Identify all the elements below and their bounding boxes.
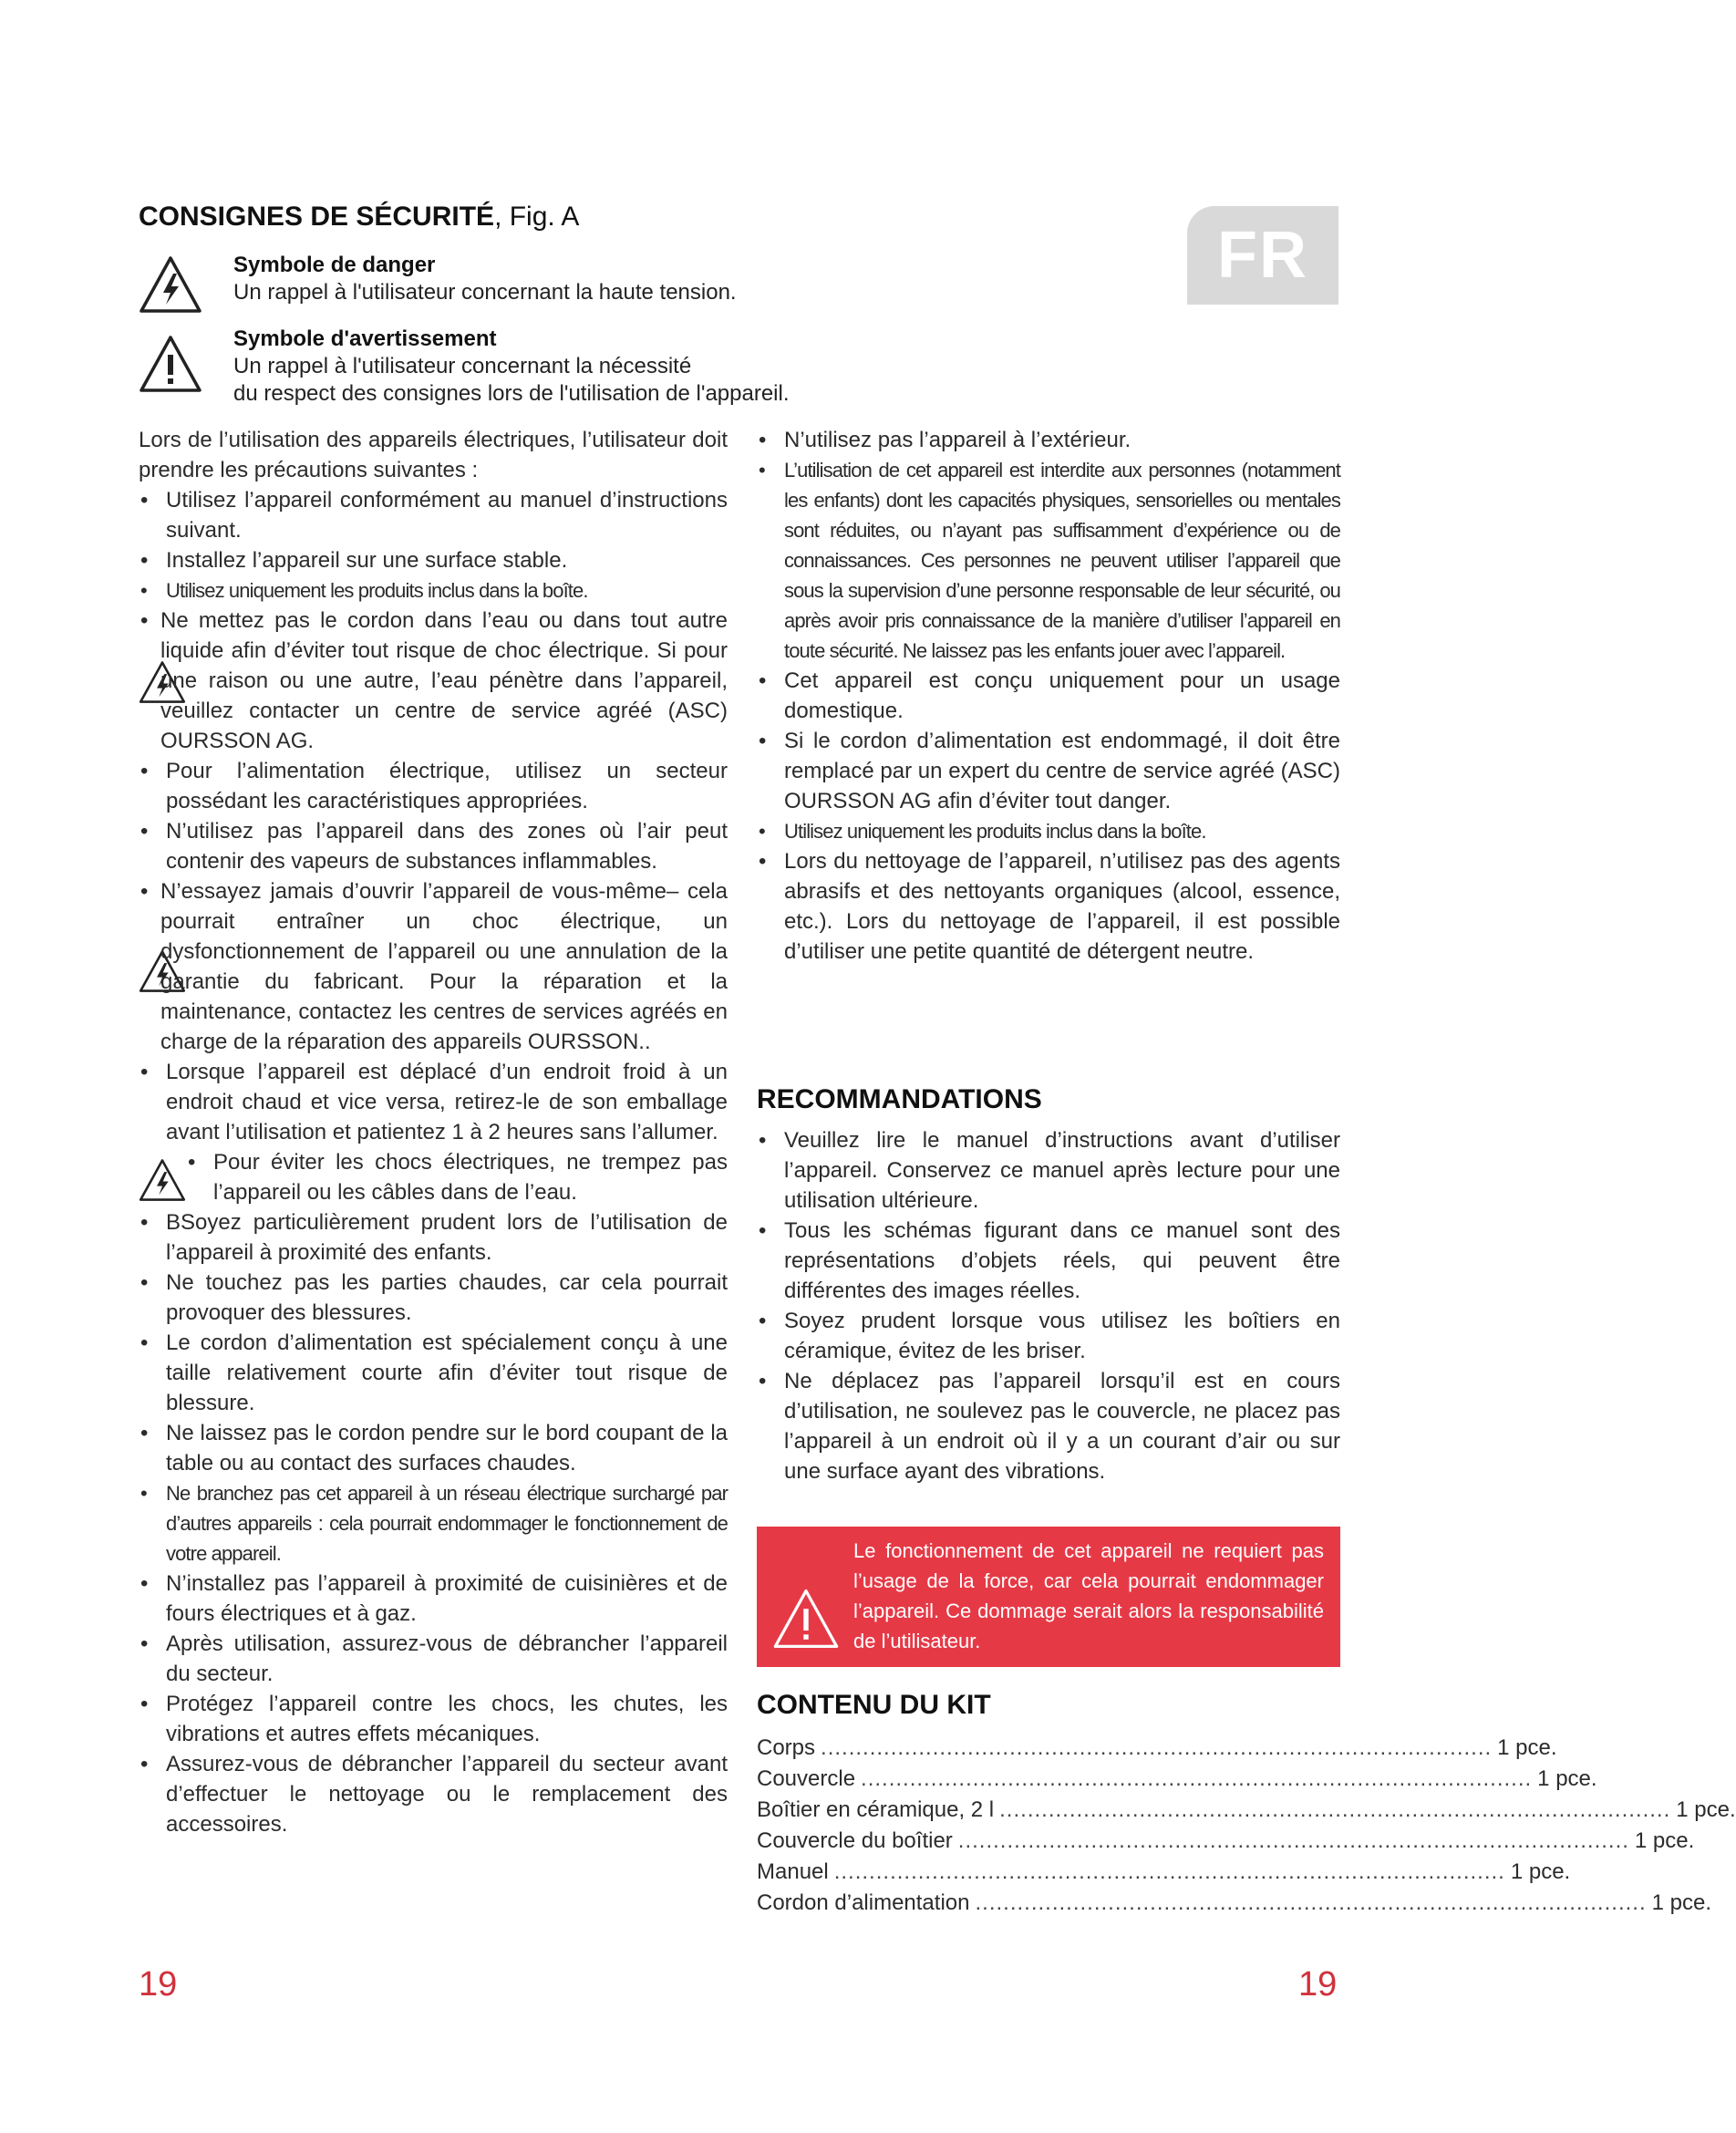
- kit-contents-list: [757, 1733, 1736, 1919]
- kit-contents-title: CONTENU DU KIT: [757, 1690, 991, 1720]
- kit-contents-section: [757, 1689, 1736, 1919]
- leader-dots: ................................................................................................: [821, 1735, 1493, 1760]
- kit-item: [757, 1826, 1695, 1857]
- exclamation-warning-icon: [771, 1587, 841, 1651]
- warning-symbol-text-2: du respect des consignes lors de l'utilisation de l'appareil.: [233, 381, 790, 406]
- kit-item: [757, 1764, 1597, 1795]
- list-item: • Pour éviter les chocs électriques, ne trempez pas l’appareil ou les câbles dans de l’eau.: [186, 1147, 728, 1207]
- caution-note-box: [757, 1527, 1340, 1667]
- kit-item-label: Boîtier en céramique, 2 l: [757, 1797, 995, 1822]
- kit-item-label: Manuel: [757, 1859, 829, 1884]
- list-item: • Ne branchez pas cet appareil à un réseau électrique surchargé par d’autres appareils : cela pourrait endommager le fonctionnement de votre appareil.: [139, 1478, 728, 1569]
- list-item: • Veuillez lire le manuel d’instructions avant d’utiliser l’appareil. Conservez ce manuel après lecture pour une utilisation ultérieure.: [757, 1125, 1340, 1216]
- kit-item-label: Corps: [757, 1735, 816, 1760]
- list-item: • Ne touchez pas les parties chaudes, car cela pourrait provoquer des blessures.: [139, 1268, 728, 1328]
- warning-symbol-title: Symbole d'avertissement: [233, 326, 497, 351]
- list-item: • Protégez l’appareil contre les chocs, les chutes, les vibrations et autres effets mécaniques.: [139, 1689, 728, 1749]
- recommandations-title: RECOMMANDATIONS: [757, 1084, 1042, 1114]
- kit-item-qty: 1 pce.: [1676, 1797, 1736, 1822]
- list-item: • N’essayez jamais d’ouvrir l’appareil de vous-même– cela pourrait entraîner un choc électrique, un dysfonctionnement de l’appareil ou une annulation de la garantie du fabricant. Pour la réparation et la maintenance, contactez les centres de services agréés en charge de la réparation des appareils OURSSON..: [139, 876, 728, 1057]
- page-number-right: 19: [1298, 1965, 1338, 2004]
- warning-block-open: [139, 876, 728, 1057]
- recommandations-list: [757, 1125, 1340, 1486]
- list-item: • L’utilisation de cet appareil est interdite aux personnes (notamment les enfants) dont les capacités physiques, sensorielles ou mentales sont réduites, ou n’ayant pas suffisamment d’expérience ou de connaissances. Ces personnes ne peuvent utiliser l’appareil que sous la supervision d’une personne responsable de leur sécurité, ou après avoir pris connaissance de la manière d’utiliser l’appareil en toute sécurité. Ne laissez pas les enfants jouer avec l’appareil.: [757, 455, 1340, 666]
- kit-item: [757, 1888, 1711, 1919]
- kit-item-qty: 1 pce.: [1634, 1828, 1695, 1853]
- kit-item-qty: 1 pce.: [1651, 1890, 1711, 1915]
- page-title-suffix: , Fig. A: [494, 202, 580, 232]
- kit-item-qty: 1 pce.: [1510, 1859, 1571, 1884]
- page-title: [139, 201, 579, 233]
- left-column: [139, 425, 728, 1839]
- kit-item-label: Couvercle: [757, 1766, 856, 1791]
- precautions-list-cont-3: [139, 1207, 728, 1839]
- kit-item-label: Cordon d’alimentation: [757, 1890, 970, 1915]
- intro-paragraph: Lors de l’utilisation des appareils électriques, l’utilisateur doit prendre les précautions suivantes :: [139, 428, 728, 482]
- leader-dots: ................................................................................................: [975, 1890, 1647, 1915]
- list-item: • Si le cordon d’alimentation est endommagé, il doit être remplacé par un expert du centre de service agréé (ASC) OURSSON AG afin d’éviter tout danger.: [757, 726, 1340, 816]
- warning-symbol-text-1: Un rappel à l'utilisateur concernant la nécessité: [233, 354, 692, 378]
- high-voltage-warning-icon: [139, 1158, 186, 1202]
- list-item: • Cet appareil est conçu uniquement pour un usage domestique.: [757, 666, 1340, 726]
- list-item: • Ne mettez pas le cordon dans l’eau ou dans tout autre liquide afin d’éviter tout risque de choc électrique. Si pour une raison ou une autre, l’eau pénètre dans l’appareil, veuillez contacter un centre de service agréé (ASC) OURSSON AG.: [139, 606, 728, 756]
- precautions-list-cont: [139, 756, 728, 876]
- kit-item: [757, 1733, 1557, 1764]
- danger-symbol-title: Symbole de danger: [233, 253, 436, 277]
- leader-dots: ................................................................................................: [999, 1797, 1671, 1822]
- list-item: • N’utilisez pas l’appareil à l’extérieur.: [757, 425, 1340, 455]
- right-column: [757, 425, 1340, 967]
- kit-item-qty: 1 pce.: [1497, 1735, 1557, 1760]
- warning-block-immerse: [139, 1147, 728, 1207]
- list-item: • Utilisez uniquement les produits inclus dans la boîte.: [139, 575, 728, 606]
- language-tab: FR: [1187, 206, 1338, 305]
- exclamation-warning-icon: [139, 335, 202, 393]
- danger-symbol-text: Un rappel à l'utilisateur concernant la haute tension.: [233, 280, 737, 305]
- page-number-left: 19: [139, 1965, 178, 2004]
- kit-item: [757, 1795, 1736, 1826]
- list-item: • Lorsque l’appareil est déplacé d’un endroit froid à un endroit chaud et vice versa, retirez-le de son emballage avant l’utilisation et patientez 1 à 2 heures sans l’allumer.: [139, 1057, 728, 1147]
- kit-item-qty: 1 pce.: [1537, 1766, 1597, 1791]
- list-item: • Tous les schémas figurant dans ce manuel sont des représentations d’objets réels, qui peuvent être différentes des images réelles.: [757, 1216, 1340, 1306]
- recommandations-section: [757, 1083, 1340, 1486]
- leader-dots: ................................................................................................: [833, 1859, 1505, 1884]
- kit-item: [757, 1857, 1571, 1888]
- list-item: • Utilisez l’appareil conformément au manuel d’instructions suivant.: [139, 485, 728, 545]
- warning-block-water: [139, 606, 728, 756]
- list-item: • Pour l’alimentation électrique, utilisez un secteur possédant les caractéristiques appropriées.: [139, 756, 728, 816]
- list-item: • Soyez prudent lorsque vous utilisez les boîtiers en céramique, évitez de les briser.: [757, 1306, 1340, 1366]
- list-item: • BSoyez particulièrement prudent lors de l’utilisation de l’appareil à proximité des enfants.: [139, 1207, 728, 1268]
- precautions-list: [139, 485, 728, 606]
- list-item: • Le cordon d’alimentation est spécialement conçu à une taille relativement courte afin d’éviter tout risque de blessure.: [139, 1328, 728, 1418]
- page-title-bold: CONSIGNES DE SÉCURITÉ: [139, 202, 495, 232]
- list-item: • Lors du nettoyage de l’appareil, n’utilisez pas des agents abrasifs et des nettoyants organiques (alcool, essence, etc.). Lors du nettoyage de l’appareil, il est possible d’utiliser une petite quantité de détergent neutre.: [757, 846, 1340, 967]
- list-item: • Ne laissez pas le cordon pendre sur le bord coupant de la table ou au contact des surfaces chaudes.: [139, 1418, 728, 1478]
- list-item: • Ne déplacez pas l’appareil lorsqu’il est en cours d’utilisation, ne soulevez pas le couvercle, ne placez pas l’appareil à un endroit où il y a un courant d’air ou sur une surface ayant des vibrations.: [757, 1366, 1340, 1486]
- leader-dots: ................................................................................................: [861, 1766, 1533, 1791]
- leader-dots: ................................................................................................: [957, 1828, 1629, 1853]
- precautions-list-right: [757, 425, 1340, 967]
- kit-item-label: Couvercle du boîtier: [757, 1828, 953, 1853]
- list-item: • Utilisez uniquement les produits inclus dans la boîte.: [757, 816, 1340, 846]
- list-item: • Assurez-vous de débrancher l’appareil du secteur avant d’effectuer le nettoyage ou le remplacement des accessoires.: [139, 1749, 728, 1839]
- high-voltage-warning-icon: [139, 255, 202, 314]
- precautions-list-cont-2: [139, 1057, 728, 1147]
- caution-note-text: Le fonctionnement de cet appareil ne requiert pas l’usage de la force, car cela pourrait endommager l’appareil. Ce dommage serait alors la responsabilité de l’utilisateur.: [853, 1539, 1324, 1652]
- list-item: • N’installez pas l’appareil à proximité de cuisinières et de fours électriques et à gaz.: [139, 1569, 728, 1629]
- list-item: • N’utilisez pas l’appareil dans des zones où l’air peut contenir des vapeurs de substances inflammables.: [139, 816, 728, 876]
- list-item: • Installez l’appareil sur une surface stable.: [139, 545, 728, 575]
- list-item: • Après utilisation, assurez-vous de débrancher l’appareil du secteur.: [139, 1629, 728, 1689]
